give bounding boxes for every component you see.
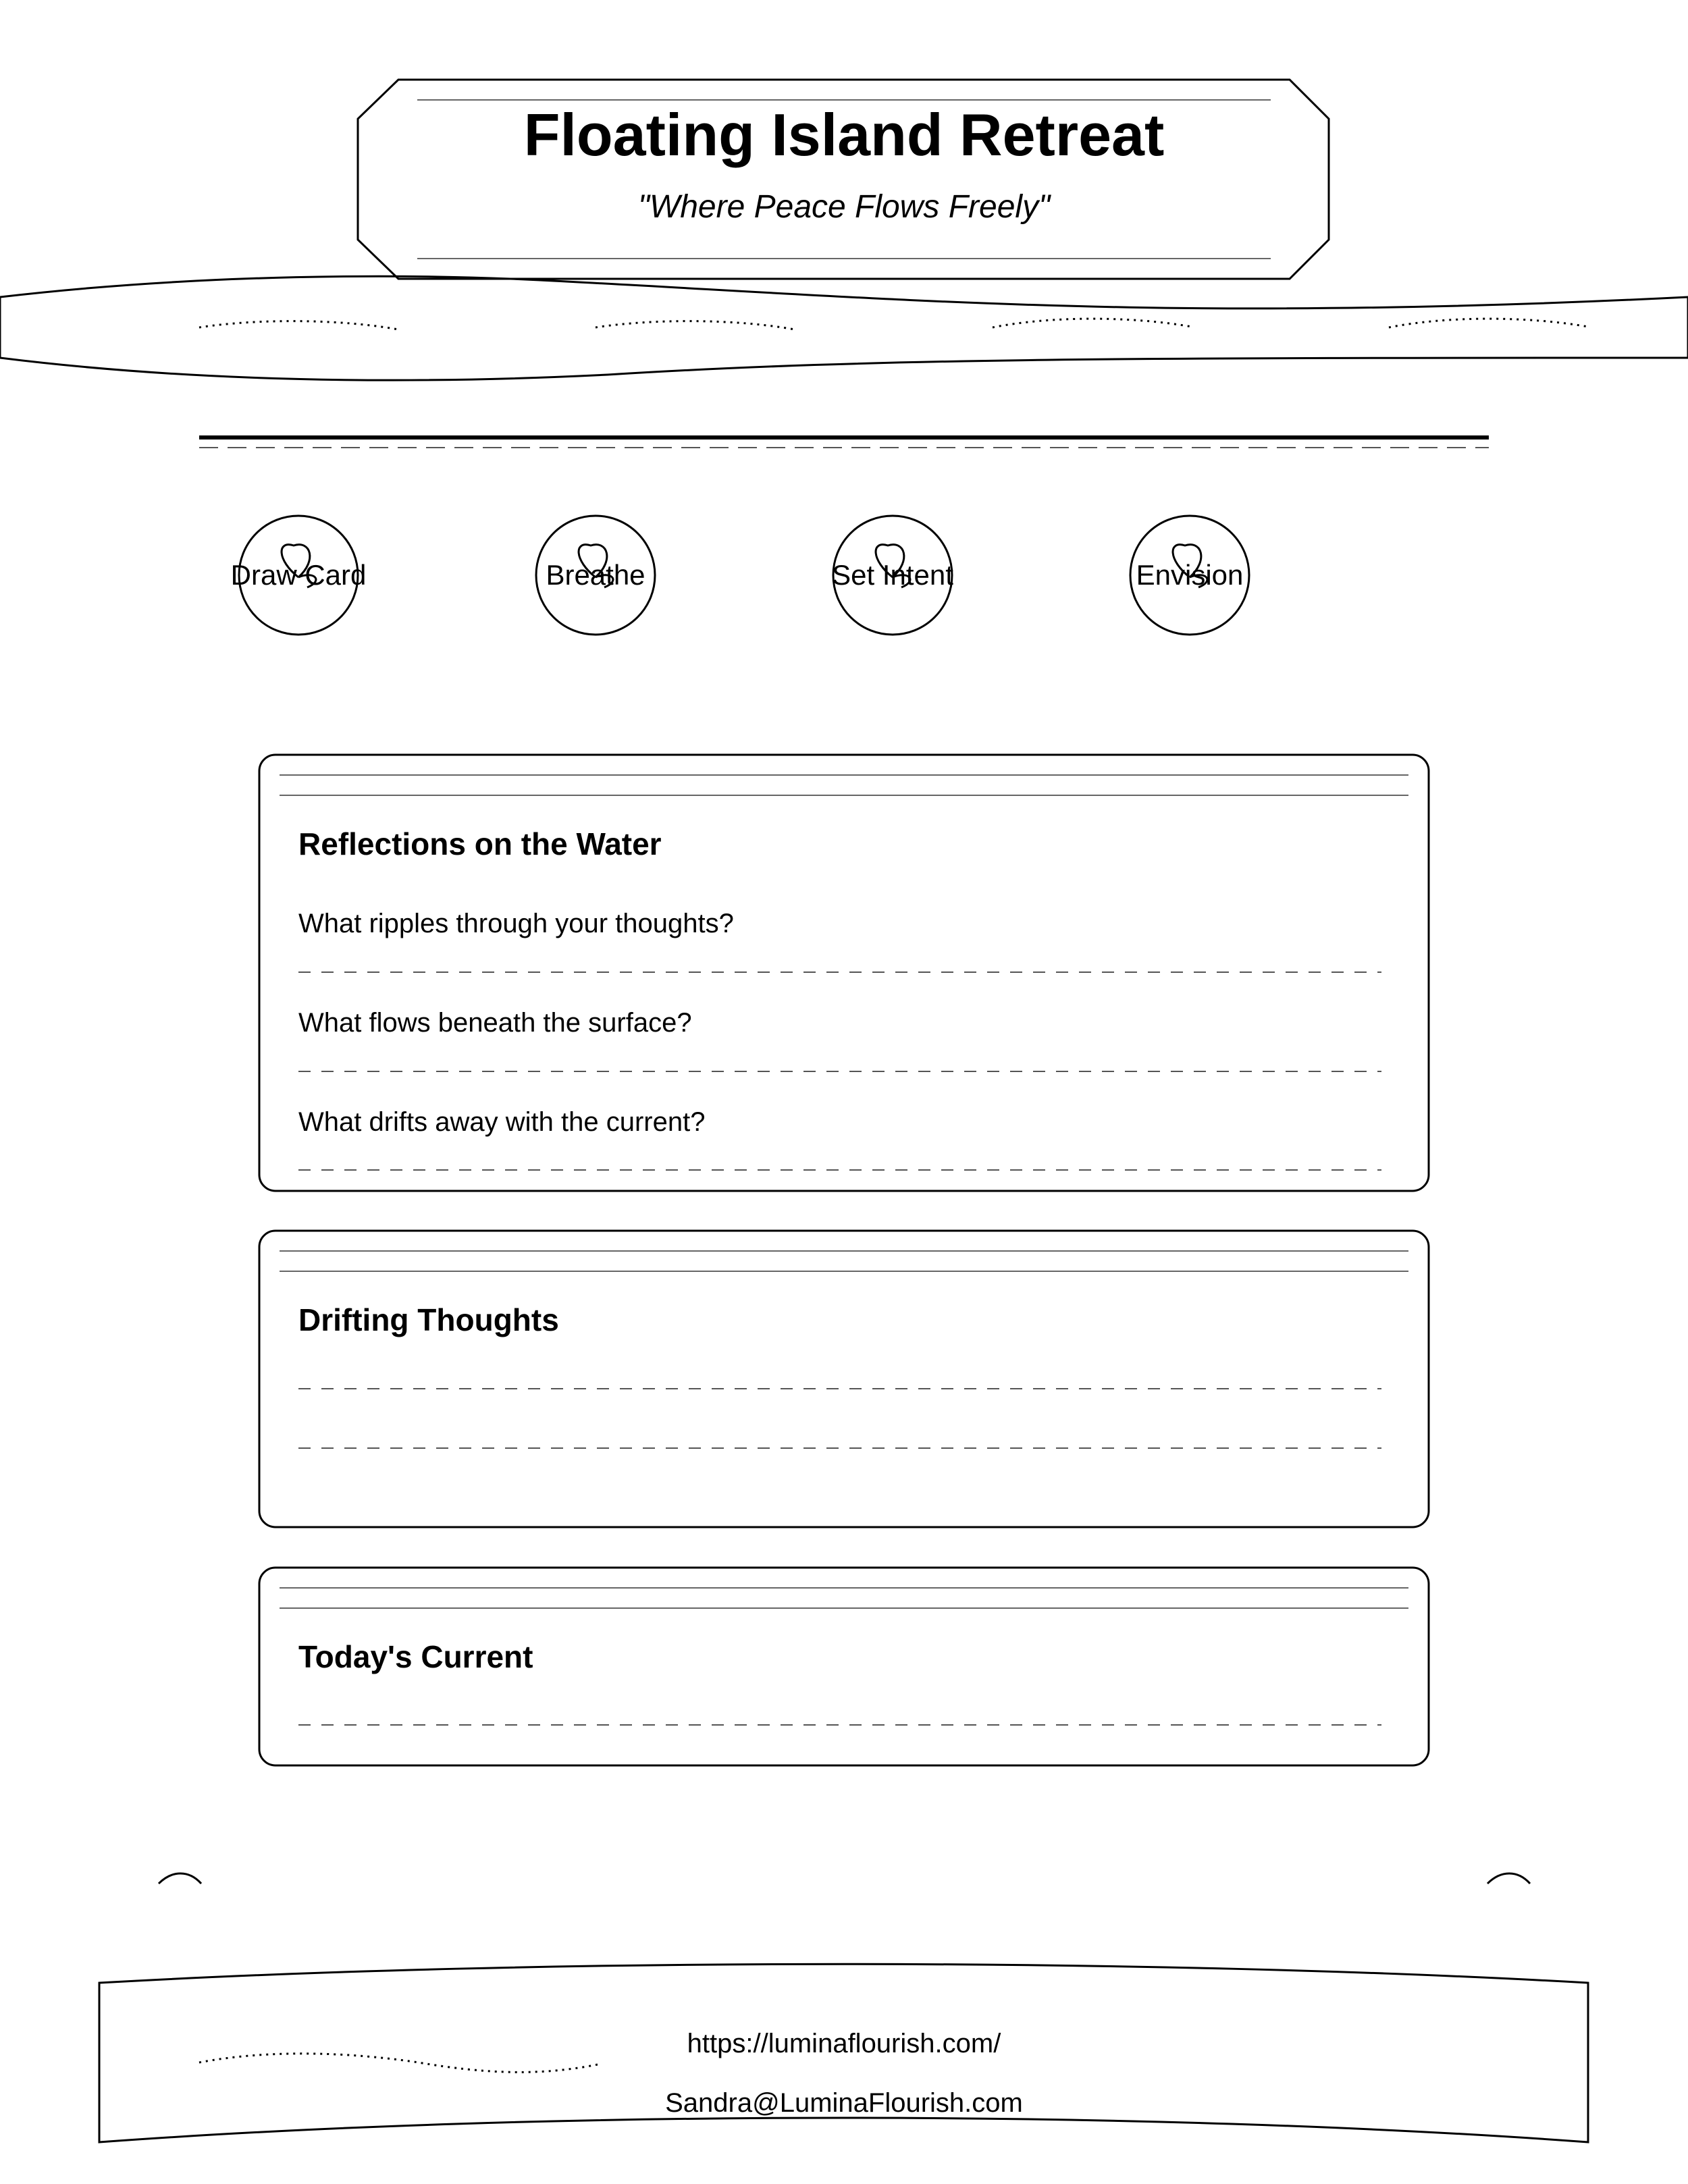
reflection-prompt-1: What ripples through your thoughts? [298,909,734,938]
draw-card-button[interactable]: Draw Card [230,559,367,591]
footer-url-link[interactable]: https://luminaflourish.com/ [687,2029,1001,2058]
envision-button[interactable]: Envision [1136,559,1244,591]
page-subtitle: "Where Peace Flows Freely" [637,189,1051,225]
reflection-prompt-3: What drifts away with the current? [298,1107,706,1137]
drifting-title: Drifting Thoughts [298,1302,559,1337]
set-intent-button[interactable]: Set Intent [832,559,953,591]
reflection-prompt-2: What flows beneath the surface? [298,1008,692,1038]
reflections-title: Reflections on the Water [298,826,662,861]
page-title: Floating Island Retreat [523,101,1165,168]
footer-email-link[interactable]: Sandra@LuminaFlourish.com [665,2088,1023,2118]
current-title: Today's Current [298,1639,533,1674]
breathe-button[interactable]: Breathe [546,559,645,591]
drifting-card [259,1231,1429,1527]
wave-banner [0,276,1688,380]
